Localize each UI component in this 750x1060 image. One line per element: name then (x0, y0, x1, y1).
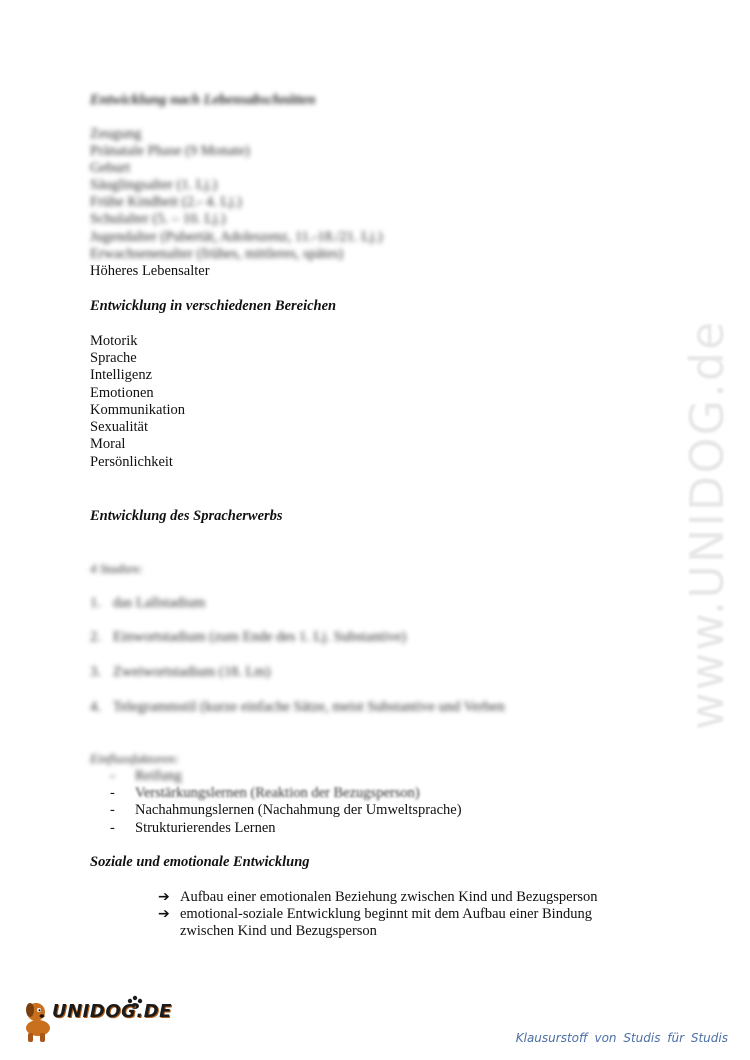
stadium-text: Telegrammstil (kurze einfache Sätze, meist Substantive und Verben (113, 699, 505, 715)
factor-text: Verstärkungslernen (Reaktion der Bezugsperson) (135, 785, 420, 801)
stadium-text: Einwortstadium (zum Ende des 1. Lj. Substantive) (113, 629, 407, 645)
stadium-number: 1. (90, 595, 101, 611)
list-item: Pränatale Phase (9 Monate) (90, 143, 250, 159)
list-item: Sprache (90, 350, 137, 366)
point-text: Aufbau einer emotionalen Beziehung zwischen Kind und Bezugsperson (180, 889, 598, 905)
list-item: Intelligenz (90, 367, 153, 383)
faktoren-label: Einflussfaktoren: (90, 751, 180, 766)
section-title-sozial: Soziale und emotionale Entwicklung (90, 854, 310, 870)
arrow-right-icon: ➔ (158, 906, 170, 922)
list-item: Moral (90, 436, 126, 452)
factor-text: Strukturierendes Lernen (135, 820, 276, 836)
list-item: Zeugung (90, 126, 142, 142)
section-title-spracherwerb: Entwicklung des Spracherwerbs (90, 508, 283, 524)
dash-bullet: - (110, 785, 115, 801)
stadium-number: 2. (90, 629, 101, 645)
list-item: Sexualität (90, 419, 148, 435)
logo-text: UNIDOG.DE (52, 1001, 172, 1022)
footer-slogan: Klausurstoff von Studis für Studis (515, 1031, 728, 1045)
stadium-number: 3. (90, 664, 101, 680)
list-item: Jugendalter (Pubertät, Adoleszenz, 11.-18./21. Lj.) (90, 229, 383, 245)
dash-bullet: - (110, 820, 115, 836)
list-item: Säuglingsalter (1. Lj.) (90, 177, 218, 193)
list-item: Schulalter (5. – 10. Lj.) (90, 211, 226, 227)
watermark: www.UNIDOG.de (680, 319, 734, 730)
dash-bullet: - (110, 802, 115, 818)
stadium-text: das Lallstadium (113, 595, 206, 611)
arrow-right-icon: ➔ (158, 889, 170, 905)
list-item: Geburt (90, 160, 131, 176)
stadien-label: 4 Stadien: (90, 561, 144, 576)
list-item: Kommunikation (90, 402, 186, 418)
point-text: emotional-soziale Entwicklung beginnt mit dem Aufbau einer Bindung (180, 906, 592, 922)
point-text: zwischen Kind und Bezugsperson (180, 923, 377, 939)
factor-text: Nachahmungslernen (Nachahmung der Umweltsprache) (135, 802, 462, 818)
dash-bullet: - (110, 768, 115, 784)
section-title-lebensabschnitte: Entwicklung nach Lebensabschnitten (90, 92, 316, 108)
list-item: Erwachsenenalter (frühes, mittleres, spätes) (90, 246, 344, 262)
list-item: Persönlichkeit (90, 454, 173, 470)
section-title-bereiche: Entwicklung in verschiedenen Bereichen (90, 298, 337, 314)
list-item: Motorik (90, 333, 138, 349)
list-item: Emotionen (90, 385, 154, 401)
stadium-number: 4. (90, 699, 101, 715)
stadium-text: Zweiwortstadium (18. Lm) (113, 664, 271, 680)
factor-text: Reifung (135, 768, 182, 784)
list-item: Frühe Kindheit (2.- 4. Lj.) (90, 194, 242, 210)
list-item: Höheres Lebensalter (90, 263, 210, 279)
